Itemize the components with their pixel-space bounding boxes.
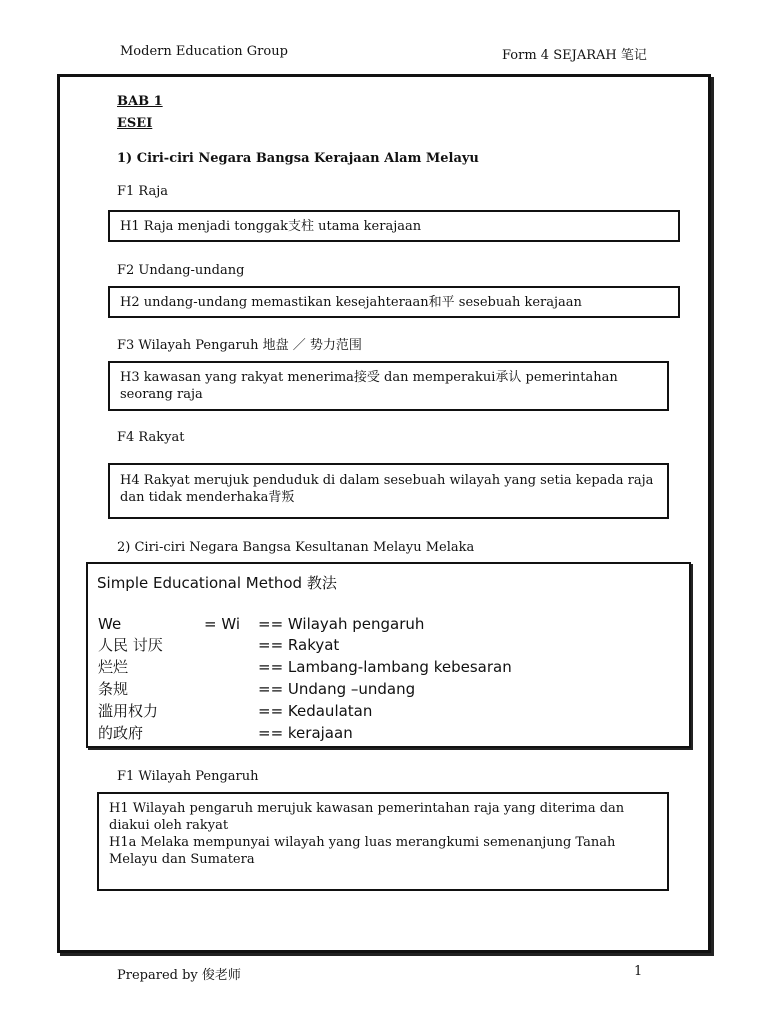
- q1-h1-text: H1 Raja menjadi tonggak支柱 utama kerajaan: [120, 218, 422, 234]
- method-row-3-left: 烂烂: [98, 658, 129, 676]
- q1-f1-label: F1 Raja: [117, 184, 169, 199]
- method-row-2-right: == Rakyat: [258, 636, 340, 654]
- section-f1-box: [97, 792, 669, 891]
- essay-label: ESEI: [117, 116, 153, 131]
- method-row-5-right: == Kedaulatan: [258, 702, 373, 720]
- method-box: [86, 562, 691, 748]
- q1-h4-box: [108, 463, 669, 519]
- question-2-title: 2) Ciri-ciri Negara Bangsa Kesultanan Melayu Melaka: [117, 540, 475, 555]
- method-row-5-left: 滥用权力: [98, 702, 159, 720]
- footer-prepared: Prepared by 俊老师: [117, 968, 241, 983]
- method-title: Simple Educational Method 教法: [97, 574, 337, 592]
- method-row-1-mid: = Wi: [204, 615, 241, 633]
- q1-h4-text: H4 Rakyat merujuk penduduk di dalam sesebuah wilayah yang setia kepada raja dan tidak menderhaka背叛: [120, 473, 654, 505]
- method-row-6-left: 的政府: [98, 724, 144, 742]
- method-row-4-left: 条规: [98, 680, 129, 698]
- q1-f4-label: F4 Rakyat: [117, 430, 185, 445]
- q1-f2-label: F2 Undang-undang: [117, 263, 245, 278]
- section-f1-label: F1 Wilayah Pengaruh: [117, 769, 259, 784]
- question-1-title: 1) Ciri-ciri Negara Bangsa Kerajaan Alam Melayu: [117, 151, 479, 166]
- method-row-1-right: == Wilayah pengaruh: [258, 615, 425, 633]
- q1-h1-box: [108, 210, 680, 242]
- page-number: 1: [634, 964, 643, 979]
- header-left: Modern Education Group: [120, 44, 288, 59]
- q1-h2-text: H2 undang-undang memastikan kesejahteraan和平 sesebuah kerajaan: [120, 294, 582, 310]
- method-row-1-left: We: [98, 615, 122, 633]
- method-row-6-right: == kerajaan: [258, 724, 353, 742]
- q1-h2-box: [108, 286, 680, 318]
- q1-h3-box: [108, 361, 669, 411]
- q1-h3-text: H3 kawasan yang rakyat menerima接受 dan memperakui承认 pemerintahan seorang raja: [120, 370, 618, 402]
- method-row-2-left: 人民 讨厌: [98, 636, 163, 654]
- section-f1-h1a: H1a Melaka mempunyai wilayah yang luas merangkumi semenanjung Tanah Melayu dan Sumatera: [109, 835, 616, 867]
- q1-f3-label: F3 Wilayah Pengaruh 地盘 ／ 势力范围: [117, 338, 362, 353]
- method-row-3-right: == Lambang-lambang kebesaran: [258, 658, 512, 676]
- method-row-4-right: == Undang –undang: [258, 680, 416, 698]
- header-right: Form 4 SEJARAH 笔记: [502, 48, 647, 63]
- section-f1-h1: H1 Wilayah pengaruh merujuk kawasan pemerintahan raja yang diterima dan diakui oleh rakyat: [109, 801, 625, 833]
- chapter-label: BAB 1: [117, 94, 163, 109]
